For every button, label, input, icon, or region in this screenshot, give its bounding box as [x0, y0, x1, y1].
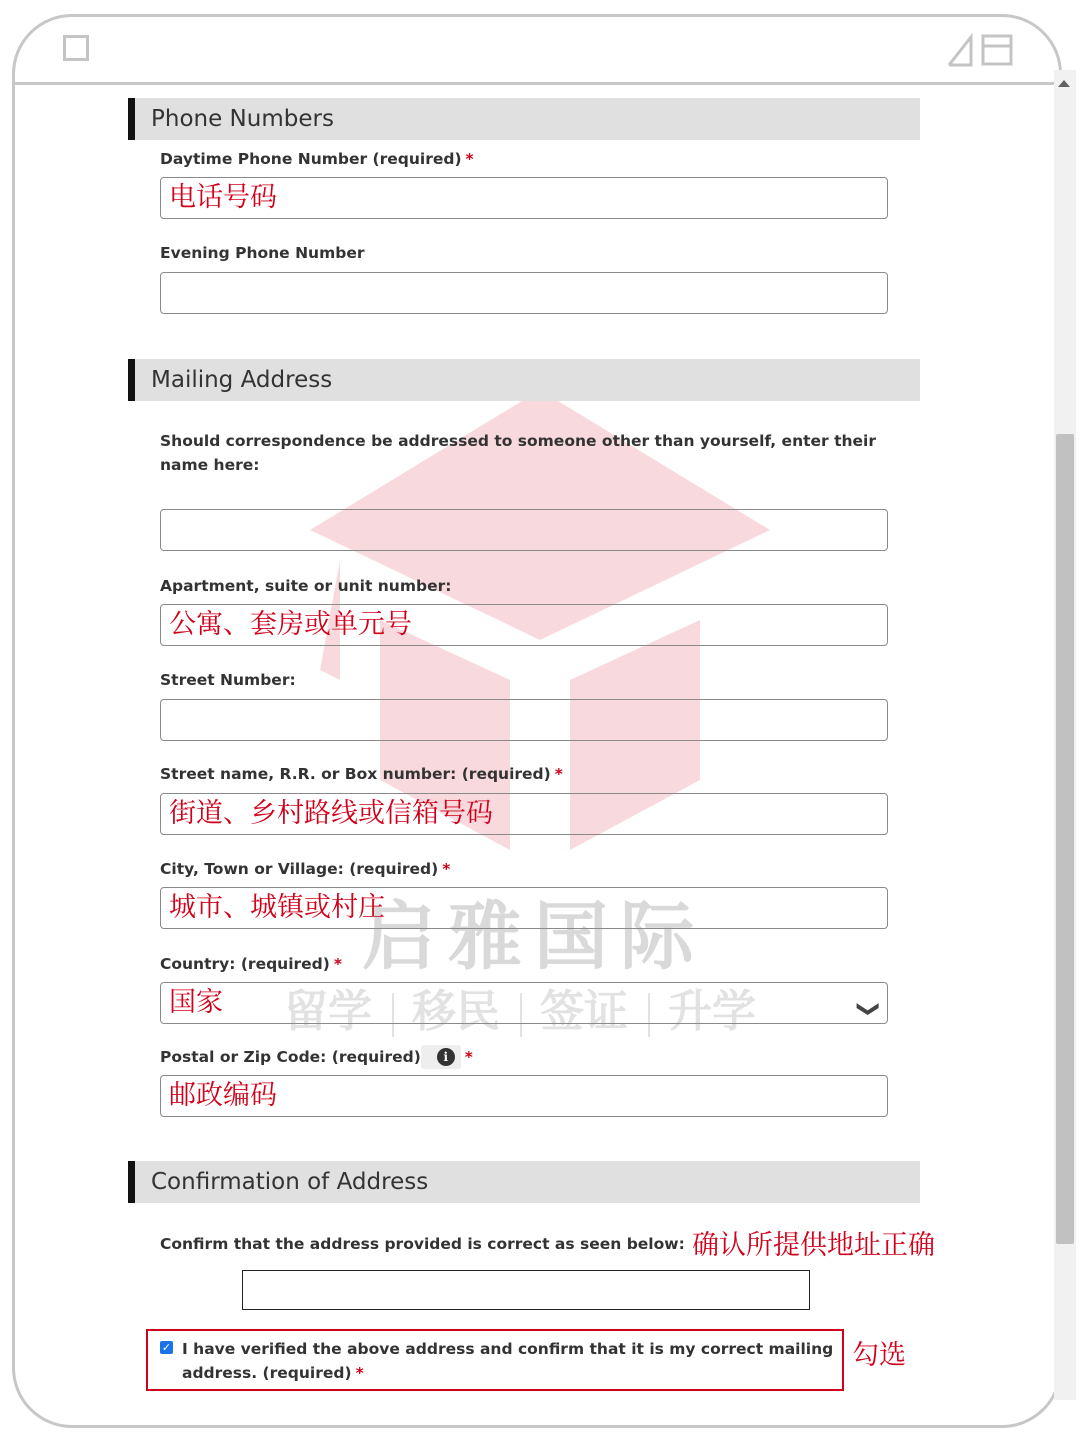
- watermark-sub-1: 留学: [284, 986, 372, 1037]
- verify-address-checkbox-area: [146, 1329, 844, 1391]
- country-label: [160, 952, 342, 976]
- street-name-label-text: Street name, R.R. or Box number: (required): [160, 765, 551, 783]
- confirm-address-label: Confirm that the address provided is correct as seen below:: [160, 1235, 685, 1253]
- scroll-up-arrow-icon[interactable]: [1058, 80, 1070, 87]
- required-asterisk: *: [554, 765, 563, 783]
- evening-phone-input[interactable]: [160, 272, 888, 314]
- daytime-phone-input[interactable]: 电话号码: [160, 177, 888, 219]
- chevron-down-icon: ❯: [855, 999, 881, 1019]
- care-of-input[interactable]: [160, 509, 888, 551]
- verify-address-label-text: I have verified the above address and confirm that it is my correct mailing address. (required): [182, 1340, 834, 1382]
- apartment-input[interactable]: 公寓、套房或单元号: [160, 604, 888, 646]
- section-header-mailing: Mailing Address: [128, 359, 920, 401]
- city-input[interactable]: 城市、城镇或村庄: [160, 887, 888, 929]
- required-asterisk: *: [465, 150, 474, 168]
- required-asterisk: *: [355, 1364, 364, 1382]
- address-preview-box: [242, 1270, 810, 1310]
- city-label-text: City, Town or Village: (required): [160, 860, 439, 878]
- country-label-text: Country: (required): [160, 955, 330, 973]
- country-select[interactable]: [160, 982, 888, 1024]
- square-icon[interactable]: [63, 35, 89, 61]
- section-header-phone: Phone Numbers: [128, 98, 920, 140]
- info-icon-wrapper[interactable]: [421, 1045, 461, 1069]
- required-asterisk: *: [464, 1048, 473, 1066]
- street-name-label: [160, 762, 563, 786]
- street-number-input[interactable]: [160, 699, 888, 741]
- verify-address-checkbox[interactable]: ✓: [161, 1341, 172, 1354]
- watermark-sub-4: 升学: [668, 986, 756, 1037]
- street-name-input[interactable]: 街道、乡村路线或信箱号码: [160, 793, 888, 835]
- postal-input[interactable]: 邮政编码: [160, 1075, 888, 1117]
- required-asterisk: *: [442, 860, 451, 878]
- care-of-label: Should correspondence be addressed to someone other than yourself, enter their name here:: [160, 432, 876, 474]
- daytime-phone-label: [160, 147, 474, 171]
- postal-label: [160, 1045, 473, 1069]
- country-select-value: 国家: [169, 987, 223, 1018]
- info-icon[interactable]: i: [437, 1048, 455, 1066]
- street-number-label: Street Number:: [160, 671, 296, 689]
- confirm-annotation: 确认所提供地址正确: [692, 1230, 935, 1261]
- watermark-sub-3: 签证: [540, 986, 628, 1037]
- apartment-label: Apartment, suite or unit number:: [160, 577, 452, 595]
- window-topbar: [15, 17, 1059, 85]
- verify-address-label[interactable]: [182, 1337, 842, 1385]
- daytime-phone-label-text: Daytime Phone Number (required): [160, 150, 462, 168]
- required-asterisk: *: [333, 955, 342, 973]
- section-header-confirmation: Confirmation of Address: [128, 1161, 920, 1203]
- watermark-sub-2: 移民: [412, 986, 500, 1037]
- watermark-title: 启雅国际: [362, 894, 706, 980]
- postal-label-text: Postal or Zip Code: (required): [160, 1048, 421, 1066]
- checkbox-annotation: 勾选: [852, 1340, 906, 1371]
- evening-phone-label: Evening Phone Number: [160, 244, 365, 262]
- city-label: [160, 857, 450, 881]
- scrollbar-thumb[interactable]: [1056, 434, 1074, 1244]
- split-view-icon[interactable]: [947, 33, 1015, 67]
